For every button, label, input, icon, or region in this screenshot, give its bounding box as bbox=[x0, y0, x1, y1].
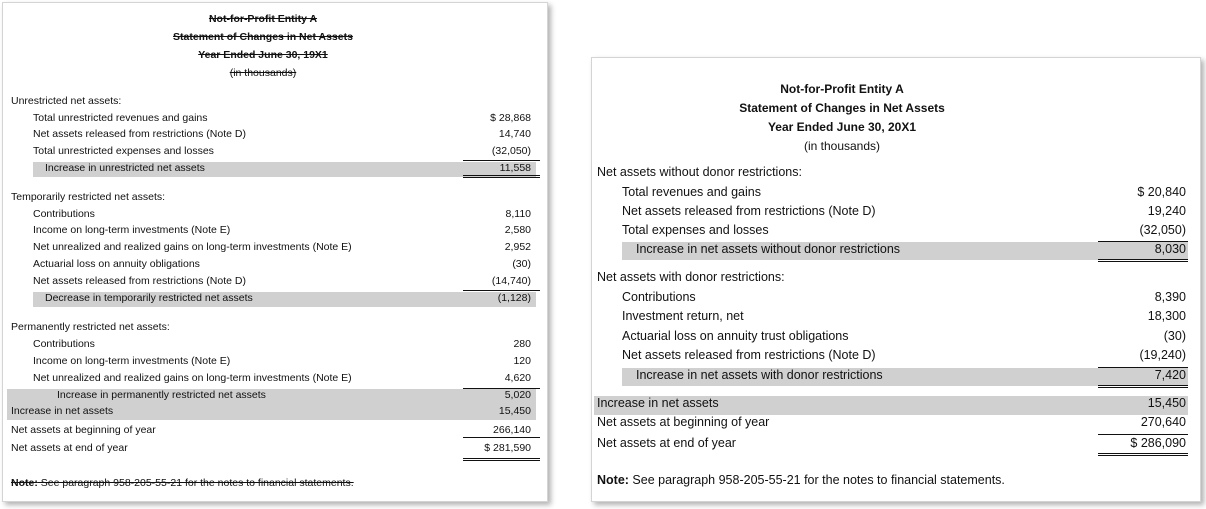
new-row: Increase in net assets 15,450 bbox=[597, 396, 1186, 410]
old-row: Increase in permanently restricted net assets 5,020 bbox=[57, 389, 531, 401]
new-rule-5 bbox=[1098, 434, 1188, 435]
new-row: Net assets with donor restrictions: bbox=[597, 270, 785, 284]
new-row: Increase in net assets without donor restrictions 8,030 bbox=[636, 242, 1186, 256]
old-row: Net assets released from restrictions (Note D) (14,740) bbox=[33, 275, 531, 287]
old-row: Unrestricted net assets: bbox=[11, 95, 122, 107]
new-row: Increase in net assets with donor restrictions 7,420 bbox=[636, 368, 1186, 382]
old-period-title: Year Ended June 30, 19X1 bbox=[198, 49, 328, 61]
old-row: Net assets at beginning of year 266,140 bbox=[11, 424, 531, 436]
old-row: Income on long-term investments (Note E) 120 bbox=[33, 355, 531, 367]
old-statement-panel bbox=[2, 2, 548, 502]
old-statement-title: Statement of Changes in Net Assets bbox=[173, 31, 353, 43]
old-row: Decrease in temporarily restricted net assets (1,128) bbox=[45, 292, 531, 304]
old-row: Total unrestricted expenses and losses (32,050) bbox=[33, 145, 531, 157]
old-row: Net unrealized and realized gains on long-term investments (Note E) 4,620 bbox=[33, 372, 531, 384]
old-row: Net assets at end of year $ 281,590 bbox=[11, 442, 531, 454]
new-statement-title: Statement of Changes in Net Assets bbox=[739, 101, 945, 115]
new-row: Actuarial loss on annuity trust obligations (30) bbox=[622, 329, 1186, 343]
old-units-title: (in thousands) bbox=[229, 67, 297, 79]
new-period-title: Year Ended June 30, 20X1 bbox=[767, 120, 917, 134]
old-row: Increase in unrestricted net assets 11,558 bbox=[45, 162, 531, 174]
old-row: Temporarily restricted net assets: bbox=[11, 191, 166, 203]
new-statement-panel bbox=[591, 57, 1201, 502]
old-entity-title: Not-for-Profit Entity A bbox=[208, 13, 318, 25]
old-footnote: Note: See paragraph 958-205-55-21 for the notes to financial statements. bbox=[11, 477, 354, 489]
new-row: Total revenues and gains $ 20,840 bbox=[622, 185, 1186, 199]
old-row: Contributions 280 bbox=[33, 338, 531, 350]
old-row: Contributions 8,110 bbox=[33, 208, 531, 220]
new-row: Net assets released from restrictions (Note D) (19,240) bbox=[622, 348, 1186, 362]
old-row: Net assets released from restrictions (Note D) 14,740 bbox=[33, 128, 531, 140]
old-row: Total unrestricted revenues and gains $ 28,868 bbox=[33, 112, 531, 124]
old-row: Income on long-term investments (Note E) 2,580 bbox=[33, 224, 531, 236]
new-row: Net assets released from restrictions (Note D) 19,240 bbox=[622, 204, 1186, 218]
new-units-title: (in thousands) bbox=[803, 139, 881, 153]
new-row: Total expenses and losses (32,050) bbox=[622, 223, 1186, 237]
new-entity-title: Not-for-Profit Entity A bbox=[780, 82, 904, 96]
old-row: Increase in net assets 15,450 bbox=[11, 405, 531, 417]
old-row: Actuarial loss on annuity obligations (30) bbox=[33, 258, 531, 270]
old-row: Net unrealized and realized gains on long-term investments (Note E) 2,952 bbox=[33, 241, 531, 253]
new-footnote: Note: See paragraph 958-205-55-21 for the notes to financial statements. bbox=[597, 473, 1005, 487]
old-row: Permanently restricted net assets: bbox=[11, 321, 170, 333]
old-rule-6 bbox=[463, 458, 540, 461]
new-row: Net assets without donor restrictions: bbox=[597, 165, 802, 179]
new-row: Net assets at end of year $ 286,090 bbox=[597, 436, 1186, 450]
new-row: Net assets at beginning of year 270,640 bbox=[597, 415, 1186, 429]
new-row: Investment return, net 18,300 bbox=[622, 309, 1186, 323]
new-row: Contributions 8,390 bbox=[622, 290, 1186, 304]
